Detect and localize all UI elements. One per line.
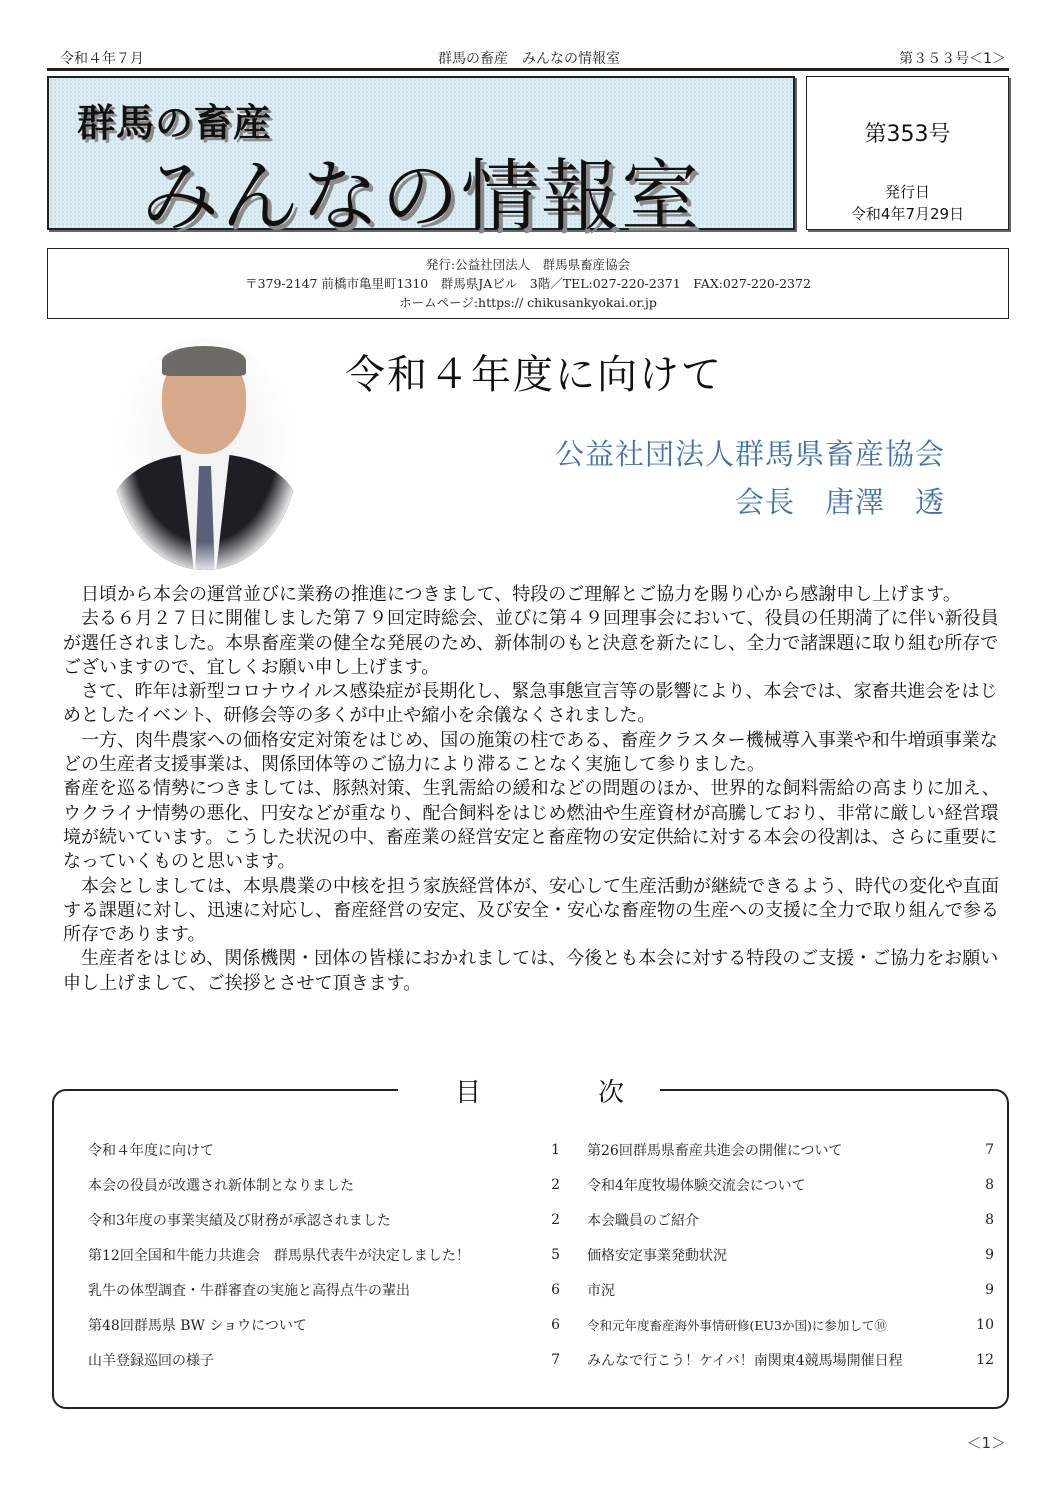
issue-date-label: 発行日 [884, 183, 930, 201]
toc-item-title[interactable]: 本会職員のご紹介 [587, 1213, 699, 1230]
toc-item-page: 1 [551, 1142, 560, 1159]
toc-column-right [587, 1133, 994, 1377]
portrait-photo [112, 338, 298, 570]
masthead-title: みんなの情報室 [141, 152, 702, 242]
paragraph: 日頃から本会の運営並びに業務の推進につきまして、特段のご理解とご協力を賜り心から感謝申し上げます。 [81, 584, 961, 605]
toc-item[interactable] [88, 1238, 560, 1273]
toc-item-title[interactable]: 第48回群馬県 BW ショウについて [88, 1317, 307, 1334]
toc-title-char-2: 次 [598, 1078, 625, 1108]
toc-item-page: 10 [976, 1316, 994, 1333]
article-body [63, 583, 1003, 996]
paragraph: 一方、肉牛農家への価格安定対策をはじめ、国の施策の柱である、畜産クラスター機械導入事業や和牛増頭事業などの生産者支援事業は、関係団体等のご協力により滞ることなく実施して参りました。 [63, 729, 998, 776]
article-title: 令和４年度に向けて [345, 352, 723, 398]
page-number: ＜1＞ [966, 1434, 1006, 1452]
toc-item[interactable] [587, 1273, 994, 1308]
masthead [47, 76, 795, 242]
toc-item[interactable] [587, 1168, 994, 1203]
publisher-address: 〒379-2147 前橋市亀里町1310 群馬県JAビル 3階／TEL:027-220-2371 FAX:027-220-2372 [245, 276, 811, 291]
issue-info-box [806, 76, 1009, 230]
toc-item[interactable] [88, 1133, 560, 1168]
toc-column-left [88, 1133, 560, 1377]
toc-item-page: 8 [985, 1177, 994, 1194]
photo-vignette [112, 338, 298, 570]
masthead-subtitle: 群馬の畜産 [77, 101, 273, 145]
toc-item-page: 6 [551, 1316, 560, 1333]
toc-item-title[interactable]: 令和4年度牧場体験交流会について [587, 1178, 806, 1195]
toc-title-char-1: 目 [455, 1078, 482, 1108]
toc-item-title[interactable]: 令和４年度に向けて [88, 1143, 214, 1160]
paragraph: さて、昨年は新型コロナウイルス感染症が長期化し、緊急事態宣言等の影響により、本会では、家畜共進会をはじめとしたイベント、研修会等の多くが中止や縮小を余儀なくされました。 [63, 681, 998, 727]
toc-item-page: 2 [551, 1212, 560, 1229]
paragraph: 生産者をはじめ、関係機関・団体の皆様におかれましては、今後とも本会に対する特段のご支援・ご協力をお願い申し上げまして、ご挨拶とさせて頂きます。 [63, 948, 999, 994]
header-rule [47, 68, 1009, 71]
toc-item[interactable] [587, 1203, 994, 1238]
running-header-date: 令和４年７月 [60, 51, 144, 67]
toc-item[interactable] [88, 1342, 560, 1377]
toc-item[interactable] [88, 1273, 560, 1308]
toc-item-page: 7 [985, 1142, 994, 1159]
author-organization: 公益社団法人群馬県畜産協会 [554, 437, 945, 471]
toc-item-title[interactable]: みんなで行こう！ケイバ！南関東4競馬場開催日程 [587, 1352, 903, 1369]
toc-item-page: 5 [551, 1247, 560, 1264]
toc-item[interactable] [88, 1203, 560, 1238]
toc-item-title[interactable]: 市況 [587, 1283, 615, 1299]
toc-item-page: 9 [985, 1247, 994, 1264]
toc-item-page: 9 [985, 1282, 994, 1298]
toc-item-page: 6 [551, 1282, 560, 1298]
paragraph: 去る６月２７日に開催しました第７９回定時総会、並びに第４９回理事会において、役員の任期満了に伴い新役員が選任されました。本県畜産業の健全な発展のため、新体制のもと決意を新たにし、全力で諸課題に取り組む所存でございますので、宜しくお願い申し上げます。 [63, 608, 999, 678]
paragraph: 本会としましては、本県農業の中核を担う家族経営体が、安心して生産活動が継続できるよう、時代の変化や直面する課題に対し、迅速に対応し、畜産経営の安定、及び安全・安心な畜産物の生産への支援に全力で取り組んで参る所存であります。 [63, 875, 999, 946]
toc-item-title[interactable]: 第12回全国和牛能力共進会 群馬県代表牛が決定しました！ [88, 1248, 470, 1265]
paragraph: 畜産を巡る情勢につきましては、豚熱対策、生乳需給の緩和などの問題のほか、世界的な飼料需給の高まりに加え、ウクライナ情勢の悪化、円安などが重なり、配合飼料をはじめ燃油や生産資材が高騰しており、非常に厳しい経営環境が続いています。こうした状況の中、畜産業の経営安定と畜産物の安定供給に対する本会の役割は、さらに重要になっていくものと思います。 [63, 778, 1000, 873]
toc-item-title[interactable]: 第26回群馬県畜産共進会の開催について [587, 1143, 843, 1160]
author-name: 会長 唐澤 透 [734, 485, 945, 519]
issue-number: 第353号 [864, 122, 951, 147]
issue-date: 令和4年7月29日 [850, 205, 965, 223]
toc-item[interactable] [587, 1342, 994, 1377]
running-header-title: 群馬の畜産 みんなの情報室 [438, 51, 620, 67]
toc-item-title[interactable]: 令和3年度の事業実績及び財務が承認されました [88, 1213, 391, 1230]
toc-item-page: 12 [976, 1351, 994, 1368]
toc-item-page: 7 [551, 1351, 560, 1368]
toc-item[interactable] [88, 1168, 560, 1203]
toc-item-page: 2 [551, 1177, 560, 1194]
publisher-homepage: ホームページ:https:// chikusankyokai.or.jp [399, 295, 657, 310]
toc-item-title[interactable]: 価格安定事業発動状況 [587, 1248, 727, 1265]
publisher-name: 発行:公益社団法人 群馬県畜産協会 [425, 257, 631, 272]
toc-item-title[interactable]: 乳牛の体型調査・牛群審査の実施と高得点牛の輩出 [88, 1283, 410, 1299]
toc-item-title[interactable]: 本会の役員が改選され新体制となりました [88, 1178, 354, 1195]
toc-item-page: 8 [985, 1212, 994, 1229]
running-header-issue: 第３５３号＜1＞ [899, 51, 1006, 67]
toc-item[interactable] [587, 1238, 994, 1273]
toc-item[interactable] [88, 1307, 560, 1342]
publisher-box [47, 248, 1009, 319]
toc-item-title[interactable]: 令和元年度畜産海外事情研修(EU3か国)に参加して⑩ [587, 1317, 887, 1333]
toc-item[interactable] [587, 1307, 994, 1342]
toc-item-title[interactable]: 山羊登録巡回の様子 [88, 1352, 214, 1369]
toc-item[interactable] [587, 1133, 994, 1168]
